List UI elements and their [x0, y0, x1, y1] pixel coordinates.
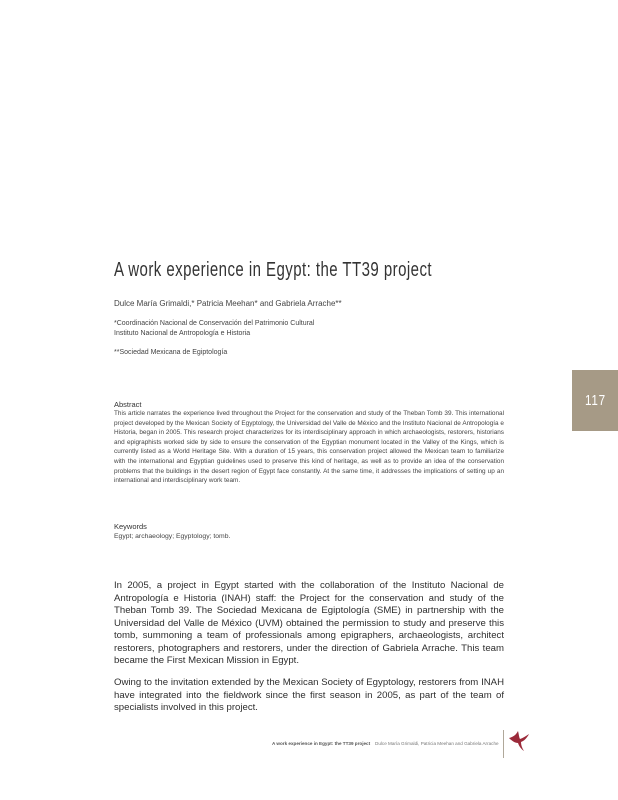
article-authors: Dulce María Grimaldi,* Patricia Meehan* and Gabriela Arrache** — [114, 299, 342, 308]
affiliation-1 — [114, 319, 314, 339]
abstract-text: This article narrates the experience lived throughout the Project for the conservation and study of the Theban Tomb 39. This international project developed by the Mexican Society of Egyptology, the Universidad del Valle de México and the Instituto Nacional de Antropología e Historia, began in 2005. This research project characterizes for its interdisciplinary approach in which archaeologists, restorers, historians and epigraphists worked side by side to ensure the conservation of the Egyptian monument located in the Valley of the Kings, which is currently listed as a World Heritage Site. With a duration of 15 years, this conservation project allowed the Mexican team to familiarize with the international and Egyptian guidelines used to preserve this kind of heritage, as well as to provide an idea of the conservation problems that the buildings in the desert region of Egypt face constantly. At the same time, it addresses the implications of setting up an international and interdisciplinary work team. — [114, 410, 504, 485]
footer-running-authors: Dulce María Grimaldi, Patricia Meehan and Gabriela Arrache — [375, 741, 499, 746]
affiliation-1-line-2: Instituto Nacional de Antropología e Historia — [114, 330, 251, 337]
article-title: A work experience in Egypt: the TT39 project — [114, 259, 433, 281]
affiliation-1-line-1: *Coordinación Nacional de Conservación del Patrimonio Cultural — [114, 320, 315, 327]
abstract-heading: Abstract — [114, 400, 142, 409]
affiliation-2: **Sociedad Mexicana de Egiptología — [114, 349, 228, 356]
body-paragraph-2: Owing to the invitation extended by the Mexican Society of Egyptology, restorers from INAH have integrated into the fieldwork since the first season in 2005, as part of the team of specialists involved in this project. — [114, 677, 504, 713]
keywords-text: Egypt; archaeology; Egyptology; tomb. — [114, 533, 231, 540]
page-number: 117 — [584, 392, 606, 409]
page-number-tab — [572, 370, 618, 431]
bird-icon — [507, 726, 531, 752]
footer-running-title: A work experience in Egypt: the TT39 project — [272, 741, 371, 746]
footer-divider — [503, 730, 504, 758]
body-paragraph-1: In 2005, a project in Egypt started with the collaboration of the Instituto Nacional de Antropología e Historia (INAH) staff: the Project for the conservation and study of the Theban Tomb 39. The Sociedad Mexicana de Egiptología (SME) in partnership with the Universidad del Valle de México (UVM) obtained the permission to study and preserve this tomb, summoning a team of professionals among epigraphers, archaeologists, architect restorers, photographers and restorers, under the direction of Gabriela Arrache. This team became the First Mexican Mission in Egypt. — [114, 580, 504, 666]
keywords-heading: Keywords — [114, 522, 147, 531]
